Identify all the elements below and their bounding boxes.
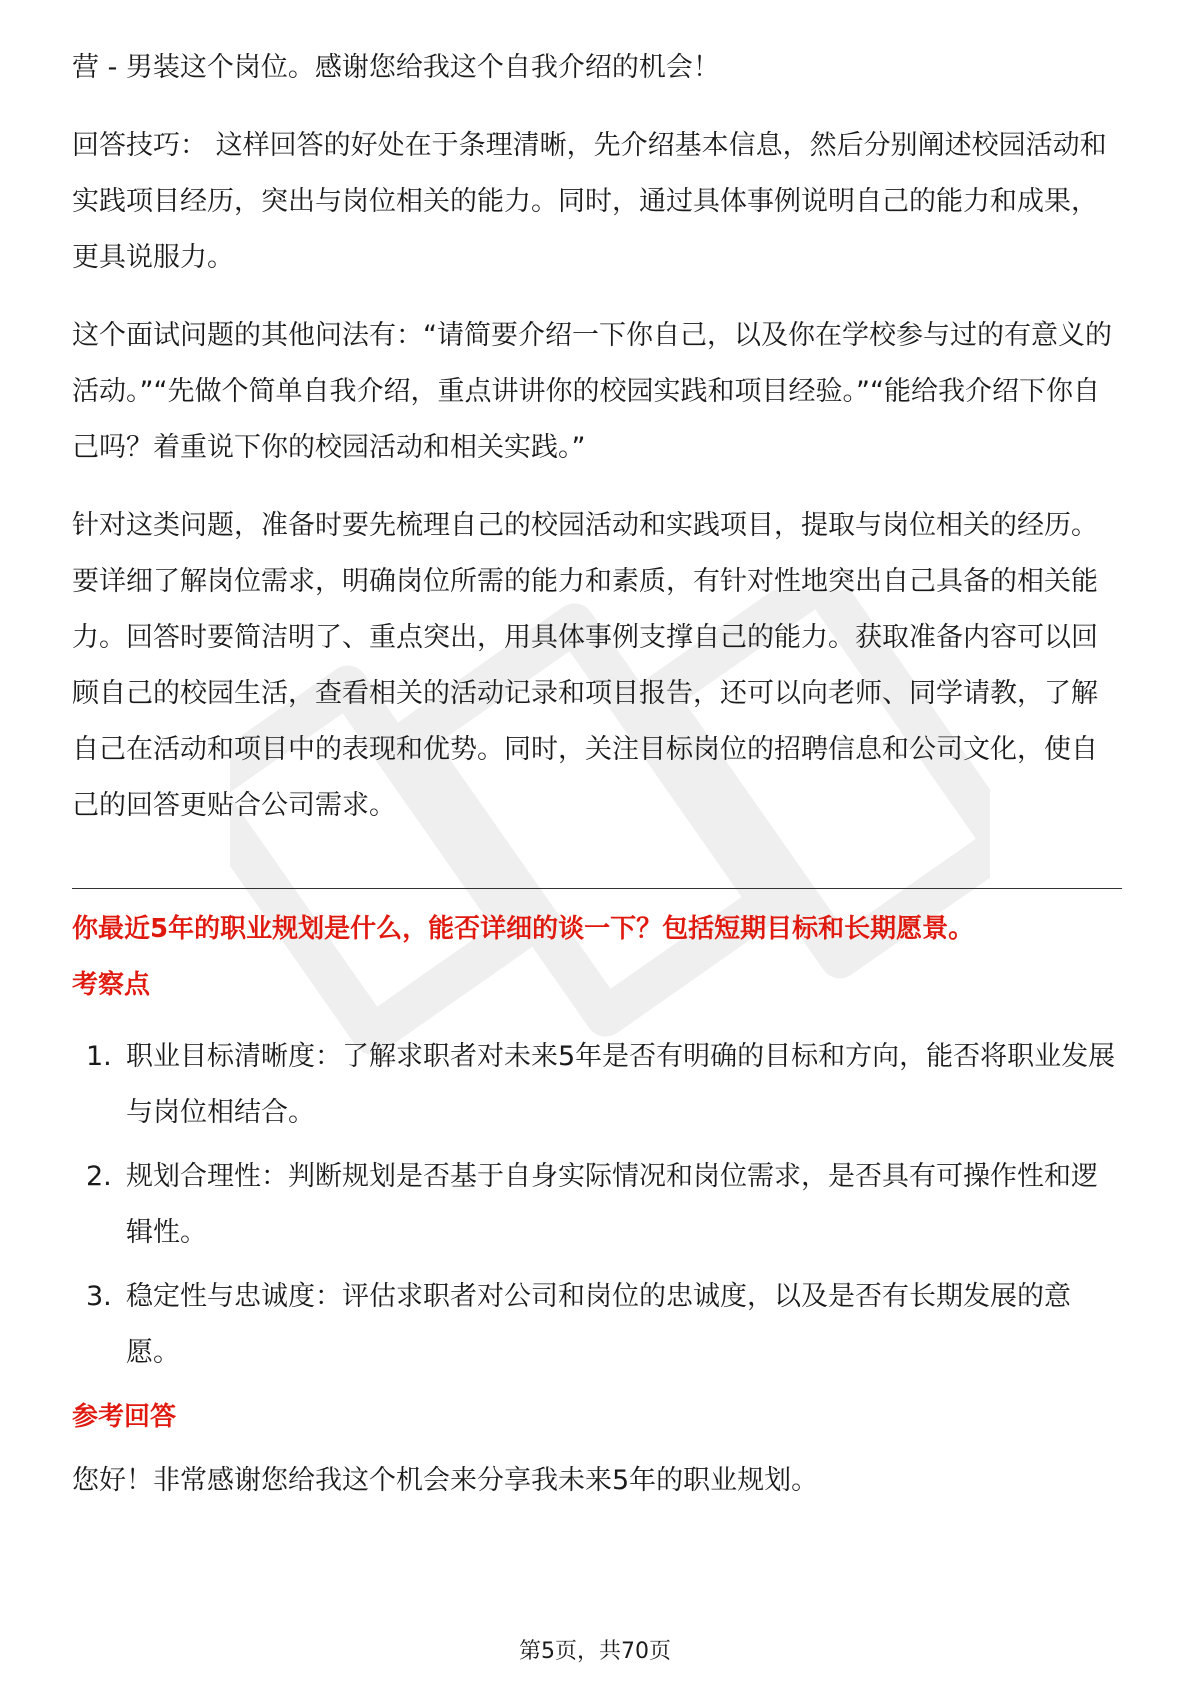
answer-tips-paragraph: 回答技巧： 这样回答的好处在于条理清晰，先介绍基本信息，然后分别阐述校园活动和实践项目经历，突出与岗位相关的能力。同时，通过具体事例说明自己的能力和成果，更具说服力。	[72, 130, 1107, 273]
list-item-number: 3.	[86, 1281, 112, 1312]
list-item-text: 职业目标清晰度：了解求职者对未来5年是否有明确的目标和方向，能否将职业发展与岗位相结合。	[126, 1041, 1116, 1128]
page-footer: 第5页，共70页	[519, 1639, 671, 1664]
list-item-number: 2.	[86, 1161, 112, 1192]
preparation-advice-paragraph: 针对这类问题，准备时要先梳理自己的校园活动和实践项目，提取与岗位相关的经历。要详细了解岗位需求，明确岗位所需的能力和素质，有针对性地突出自己具备的相关能力。回答时要简洁明了、重点突出，用具体事例支撑自己的能力。获取准备内容可以回顾自己的校园生活，查看相关的活动记录和项目报告，还可以向老师、同学请教，了解自己在活动和项目中的表现和优势。同时，关注目标岗位的招聘信息和公司文化，使自己的回答更贴合公司需求。	[72, 510, 1098, 821]
list-item	[72, 1149, 1122, 1261]
reference-answer-paragraph: 您好！非常感谢您给我这个机会来分享我未来5年的职业规划。	[72, 1465, 819, 1496]
list-item-text: 规划合理性：判断规划是否基于自身实际情况和岗位需求，是否具有可操作性和逻辑性。	[126, 1161, 1098, 1248]
list-item-text: 稳定性与忠诚度：评估求职者对公司和岗位的忠诚度，以及是否有长期发展的意愿。	[126, 1281, 1071, 1368]
intro-closing-paragraph: 营 - 男装这个岗位。感谢您给我这个自我介绍的机会！	[72, 52, 720, 83]
list-item	[72, 1269, 1122, 1381]
list-item-number: 1.	[86, 1041, 112, 1072]
list-item	[72, 1029, 1122, 1141]
section-divider	[72, 888, 1122, 889]
document-page	[72, 40, 1122, 1509]
alternative-questions-paragraph: 这个面试问题的其他问法有：“请简要介绍一下你自己，以及你在学校参与过的有意义的活动。”“先做个简单自我介绍，重点讲讲你的校园实践和项目经验。”“能给我介绍下你自己吗？着重说下你的校园活动和相关实践。”	[72, 320, 1112, 463]
reference-answer-title: 参考回答	[72, 1402, 177, 1432]
interview-question: 你最近5年的职业规划是什么，能否详细的谈一下？包括短期目标和长期愿景。	[72, 914, 975, 944]
focus-points-title: 考察点	[72, 970, 151, 1000]
focus-points-list	[72, 1029, 1122, 1381]
